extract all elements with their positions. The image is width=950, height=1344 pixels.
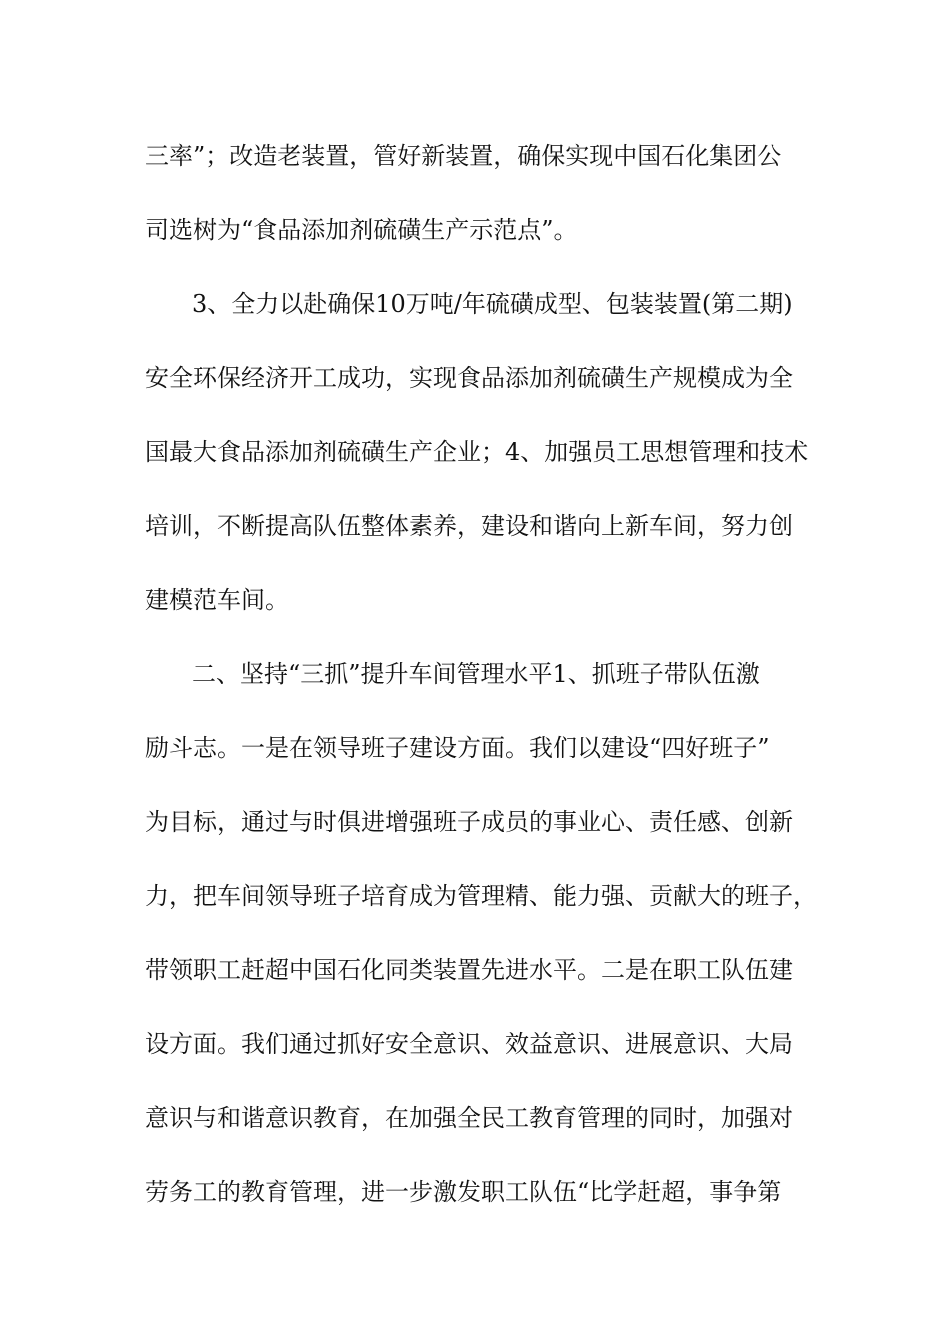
text-line: 国最大食品添加剂硫磺生产企业；4、加强员工思想管理和技术 (145, 438, 809, 466)
text-line: 设方面。我们通过抓好安全意识、效益意识、进展意识、大局 (145, 1030, 793, 1058)
text-line: 建模范车间。 (145, 586, 289, 614)
text-line: 力，把车间领导班子培育成为管理精、能力强、贡献大的班子， (145, 882, 817, 910)
text-line: 劳务工的教育管理，进一步激发职工队伍“比学赶超，事争第 (145, 1178, 782, 1206)
text-line: 带领职工赶超中国石化同类装置先进水平。二是在职工队伍建 (145, 956, 793, 984)
text-line: 三率”；改造老装置，管好新装置，确保实现中国石化集团公 (145, 142, 782, 170)
text-line: 励斗志。一是在领导班子建设方面。我们以建设“四好班子” (145, 734, 770, 762)
text-line: 安全环保经济开工成功，实现食品添加剂硫磺生产规模成为全 (145, 364, 793, 392)
paragraph-start-line: 二、坚持“三抓”提升车间管理水平1、抓班子带队伍激 (192, 660, 760, 688)
text-line: 意识与和谐意识教育，在加强全民工教育管理的同时，加强对 (145, 1104, 793, 1132)
text-line: 培训，不断提高队伍整体素养，建设和谐向上新车间，努力创 (145, 512, 793, 540)
text-line: 为目标，通过与时俱进增强班子成员的事业心、责任感、创新 (145, 808, 793, 836)
text-line: 司选树为“食品添加剂硫磺生产示范点”。 (145, 216, 578, 244)
paragraph-start-line: 3、全力以赴确保10万吨/年硫磺成型、包装装置(第二期) (192, 290, 793, 318)
